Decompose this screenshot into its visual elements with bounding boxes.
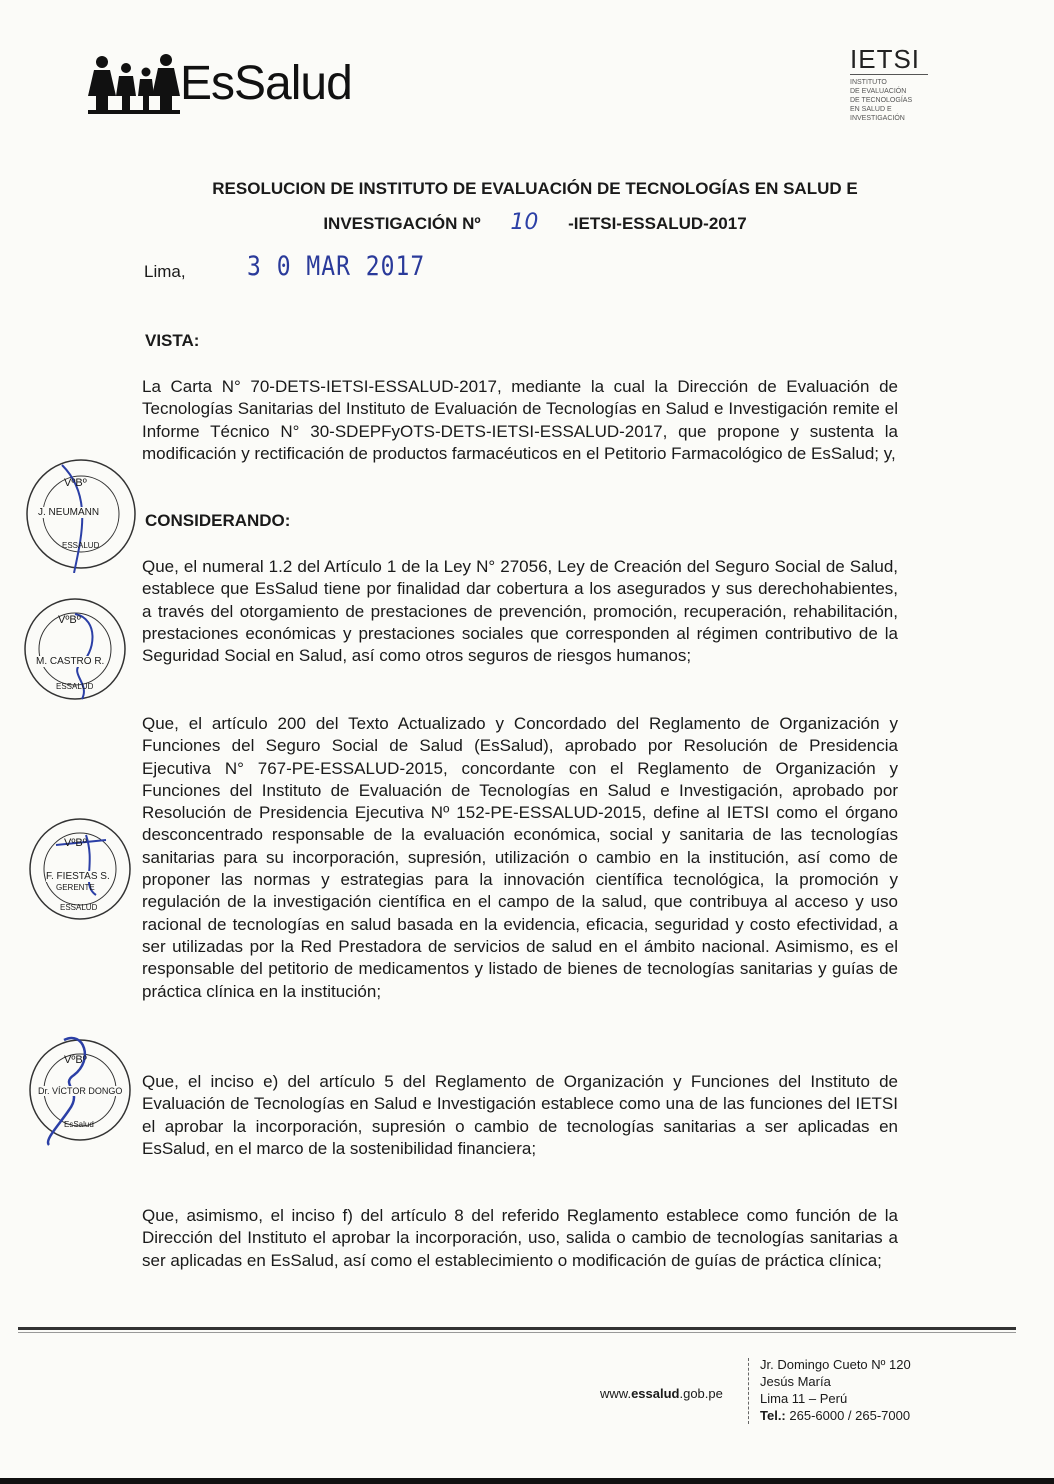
approval-stamp (20, 594, 130, 709)
considerando-paragraph: Que, el artículo 200 del Texto Actualizado y Concordado del Reglamento de Organización y Funciones del Seguro Social de Salud (EsSalud), aprobado por Resolución de Presidencia Ejecutiva N° 767-PE-ESSALUD-2015, concordante con el Reglamento de Organización y Funciones del Instituto de Evaluación de Tecnologías en Salud e Investigación, aprobado por Resolución de Presidencia Ejecutiva Nº 152-PE-ESSALUD-2015, define al IETSI como el órgano desconcentrado responsable de la evaluación económica, social y sanitaria de las tecnologías sanitarias para su incorporación, supresión, utilización o cambio en la institución, así como de proponer las normas y estrategias para la innovación científica tecnológica, la promoción y regulación de la investigación científica en el campo de la salud, que contribuya al acceso y uso racional de tecnologías en salud basada en la evidencia, eficacia, seguridad y costo efectividad, a ser utilizadas por la Red Prestadora de servicios de salud en el ámbito nacional. Asimismo, es el responsable del petitorio de medicamentos y listado de bienes de tecnologías sanitarias y guías de práctica clínica en la institución; (142, 714, 898, 1001)
family-logo-icon (88, 52, 180, 114)
stamp-name: F. FIESTAS S. (46, 871, 110, 882)
stamp-vb: VºBº (64, 837, 87, 849)
essalud-logo (88, 48, 378, 118)
footer-rule-thin (18, 1332, 1016, 1333)
stamp-bottom: ESSALUD (62, 541, 100, 550)
stamp-vb: VºBº (64, 477, 87, 489)
footer-rule (18, 1327, 1016, 1330)
stamp-bottom: EsSalud (64, 1120, 94, 1129)
title-line-1: RESOLUCION DE INSTITUTO DE EVALUACIÓN DE TECNOLOGÍAS EN SALUD E (212, 179, 858, 198)
place-label: Lima, (144, 262, 186, 281)
phone-label: Tel.: (760, 1408, 786, 1423)
ietsi-line: INSTITUTO (850, 79, 887, 86)
ietsi-line: EN SALUD E (850, 106, 892, 113)
address-line: Jr. Domingo Cueto Nº 120 (760, 1357, 911, 1372)
ietsi-line: DE TECNOLOGÍAS (850, 97, 913, 104)
address-line: Jesús María (760, 1374, 831, 1389)
stamp-name: Dr. VÍCTOR DONGO (38, 1086, 123, 1096)
logo-wordmark: EsSalud (180, 57, 352, 110)
considerando-paragraph: Que, asimismo, el inciso f) del artículo 8 del referido Reglamento establece como función de la Dirección del Instituto el aprobar la incorporación, uso, salida o cambio de tecnologías sanitarias a ser aplicadas en EsSalud, así como el establecimiento o modificación de guías de práctica clínica; (142, 1206, 898, 1270)
vista-paragraph: La Carta N° 70-DETS-IETSI-ESSALUD-2017, mediante la cual la Dirección de Evaluación de Tecnologías Sanitarias del Instituto de Evaluación de Tecnologías en Salud e Investigación remite el Informe Técnico N° 30-SDEPFyOTS-DETS-IETSI-ESSALUD-2017, que propone y sustenta la modificación y rectificación de productos farmacéuticos en el Petitorio Farmacológico de EsSalud; y, (142, 377, 898, 463)
handwritten-number: 10 (510, 210, 539, 235)
approval-stamp (26, 815, 134, 928)
title-prefix: INVESTIGACIÓN Nº (323, 214, 481, 233)
considerando-paragraph: Que, el numeral 1.2 del Artículo 1 de la Ley N° 27056, Ley de Creación del Seguro Social de Salud, establece que EsSalud tiene por finalidad dar cobertura a los asegurados y sus derechohabientes, a través del otorgamiento de prestaciones de prevención, promoción, recuperación, rehabilitación, prestaciones económicas y prestaciones sociales que corresponden al régimen contributivo de la Seguridad Social en Salud, así como otros seguros de riesgos humanos; (142, 557, 898, 666)
website-prefix: www. (600, 1386, 632, 1401)
stamp-name: J. NEUMANN (38, 507, 100, 518)
website-domain: essalud (631, 1386, 680, 1401)
stamp-vb: VºBº (64, 1054, 87, 1066)
ietsi-subtitle (850, 78, 940, 123)
stamp-name: M. CASTRO R. (36, 656, 105, 667)
considerando-heading: CONSIDERANDO: (145, 511, 291, 530)
resolution-title (100, 172, 970, 241)
ietsi-line: DE EVALUACIÓN (850, 88, 907, 95)
title-line-2 (100, 206, 970, 241)
considerando-paragraph: Que, el inciso e) del artículo 5 del Reglamento de Organización y Funciones del Instituto de Evaluación de Tecnologías en Salud e Investigación establece como una de las funciones del IETSI el aprobar la incorporación, supresión o cambio de tecnologías sanitarias a ser aplicadas en EsSalud, en el marco de la sostenibilidad financiera; (142, 1072, 898, 1158)
title-suffix: -IETSI-ESSALUD-2017 (568, 214, 747, 233)
footer-website[interactable] (600, 1386, 723, 1401)
ietsi-line: INVESTIGACIÓN (850, 115, 905, 122)
approval-stamp (22, 455, 140, 578)
stamp-vb: VºBº (58, 614, 81, 626)
date-stamp: 3 0 MAR 2017 (247, 252, 426, 282)
footer-address (760, 1356, 911, 1424)
approval-stamp (24, 1030, 136, 1153)
address-line: Lima 11 – Perú (760, 1391, 848, 1406)
stamp-sub: GERENTE (56, 883, 95, 892)
phone-line (760, 1407, 911, 1424)
website-suffix: .gob.pe (679, 1386, 723, 1401)
scan-edge (0, 1478, 1054, 1484)
ietsi-title: IETSI (850, 46, 928, 75)
phone-value: 265-6000 / 265-7000 (785, 1408, 911, 1423)
ietsi-logo (850, 46, 940, 123)
footer-divider (748, 1358, 749, 1424)
stamp-bottom: ESSALUD (56, 682, 94, 691)
stamp-bottom: ESSALUD (60, 903, 98, 912)
vista-heading: VISTA: (145, 331, 200, 350)
